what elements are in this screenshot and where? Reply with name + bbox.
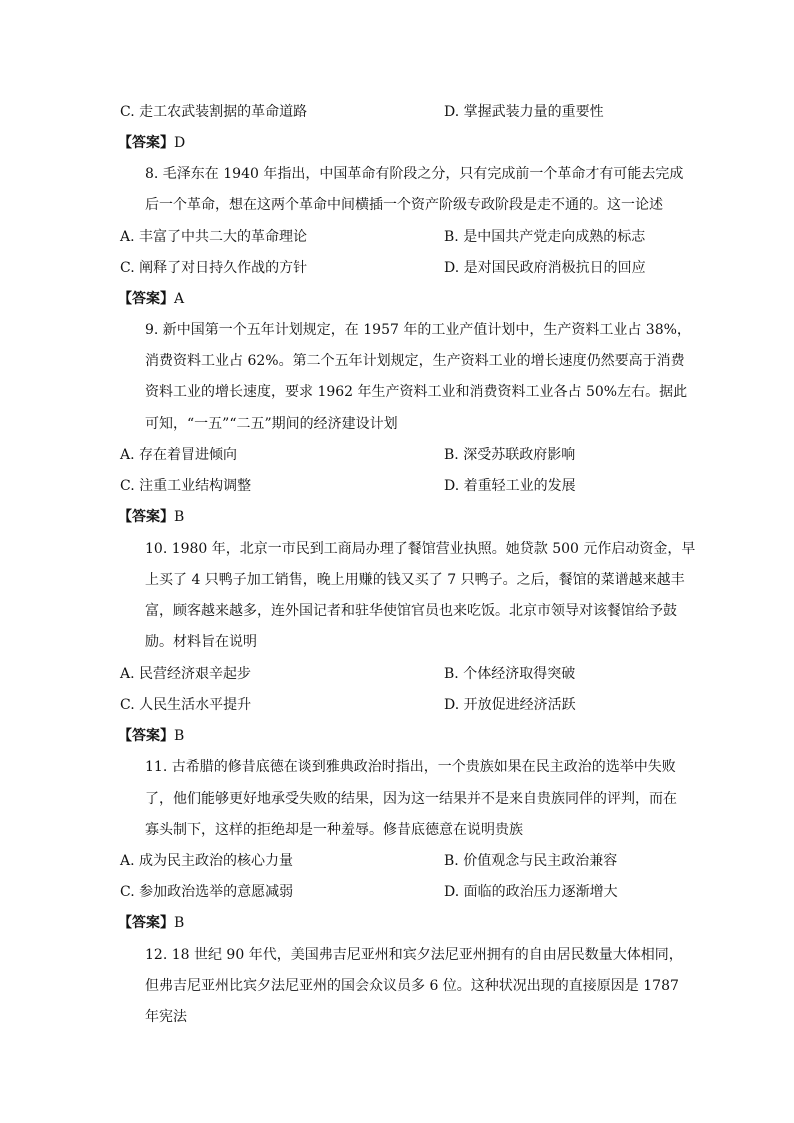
q11-option-b: B. 价值观念与民主政治兼容 — [444, 853, 618, 869]
q7-option-d: D. 掌握武装力量的重要性 — [444, 104, 604, 120]
q8-option-d: D. 是对国民政府消极抗日的回应 — [444, 260, 646, 276]
q9-stem-line-3: 资料工业的增长速度，要求 1962 年生产资料工业和消费资料工业各占 50%左右。据此 — [145, 384, 688, 400]
q11-stem-line-2: 了，他们能够更好地承受失败的结果，因为这一结果并不是来自贵族同伴的评判，而在 — [145, 791, 677, 807]
q9-option-d: D. 着重轻工业的发展 — [444, 478, 576, 494]
q9-option-c: C. 注重工业结构调整 — [120, 478, 252, 494]
q10-option-c: C. 人民生活水平提升 — [120, 697, 252, 713]
q12-stem-line-2: 但弗吉尼亚州比宾夕法尼亚州的国会众议员多 6 位。这种状况出现的直接原因是 1787 — [145, 978, 679, 994]
q10-option-a: A. 民营经济艰辛起步 — [120, 666, 252, 682]
q11-option-d: D. 面临的政治压力逐渐增大 — [444, 884, 618, 900]
q10-stem-line-3: 富，顾客越来越多，连外国记者和驻华使馆官员也来吃饭。北京市领导对该餐馆给予鼓 — [145, 603, 677, 619]
q9-option-a: A. 存在着冒进倾向 — [120, 447, 238, 463]
q7-answer: 【答案】D — [118, 135, 186, 151]
q11-answer: 【答案】B — [118, 915, 185, 931]
q9-stem-line-1: 9. 新中国第一个五年计划规定，在 1957 年的工业产值计划中，生产资料工业占 38%， — [145, 322, 691, 338]
q9-stem-line-4: 可知，“一五”“二五”期间的经济建设计划 — [145, 416, 398, 432]
q10-stem-line-2: 上买了 4 只鸭子加工销售，晚上用赚的钱又买了 7 只鸭子。之后，餐馆的菜谱越来越丰 — [145, 572, 685, 588]
q10-stem-line-4: 励。材料旨在说明 — [145, 634, 257, 650]
q11-option-a: A. 成为民主政治的核心力量 — [120, 853, 294, 869]
q11-option-c: C. 参加政治选举的意愿减弱 — [120, 884, 294, 900]
q8-option-a: A. 丰富了中共二大的革命理论 — [120, 229, 308, 245]
q8-stem-line-2: 后一个革命，想在这两个革命中间横插一个资产阶级专政阶段是走不通的。这一论述 — [145, 197, 663, 213]
q11-stem-line-1: 11. 古希腊的修昔底德在谈到雅典政治时指出，一个贵族如果在民主政治的选举中失败 — [145, 759, 676, 775]
q9-option-b: B. 深受苏联政府影响 — [444, 447, 576, 463]
q12-stem-line-3: 年宪法 — [145, 1009, 187, 1025]
q8-stem-line-1: 8. 毛泽东在 1940 年指出，中国革命有阶段之分，只有完成前一个革命才有可能去完成 — [145, 166, 684, 182]
q12-stem-line-1: 12. 18 世纪 90 年代，美国弗吉尼亚州和宾夕法尼亚州拥有的自由居民数量大体相同， — [145, 947, 683, 963]
q8-option-c: C. 阐释了对日持久作战的方针 — [120, 260, 308, 276]
q7-option-c: C. 走工农武装割据的革命道路 — [120, 104, 308, 120]
q10-option-d: D. 开放促进经济活跃 — [444, 697, 576, 713]
q8-option-b: B. 是中国共产党走向成熟的标志 — [444, 229, 646, 245]
q11-stem-line-3: 寡头制下，这样的拒绝却是一种羞辱。修昔底德意在说明贵族 — [145, 822, 523, 838]
q8-answer: 【答案】A — [118, 291, 185, 307]
q10-option-b: B. 个体经济取得突破 — [444, 666, 576, 682]
q10-answer: 【答案】B — [118, 728, 185, 744]
q10-stem-line-1: 10. 1980 年，北京一市民到工商局办理了餐馆营业执照。她贷款 500 元作启动资金，早 — [145, 541, 696, 557]
q9-stem-line-2: 消费资料工业占 62%。第二个五年计划规定，生产资料工业的增长速度仍然要高于消费 — [145, 353, 685, 369]
q9-answer: 【答案】B — [118, 509, 185, 525]
